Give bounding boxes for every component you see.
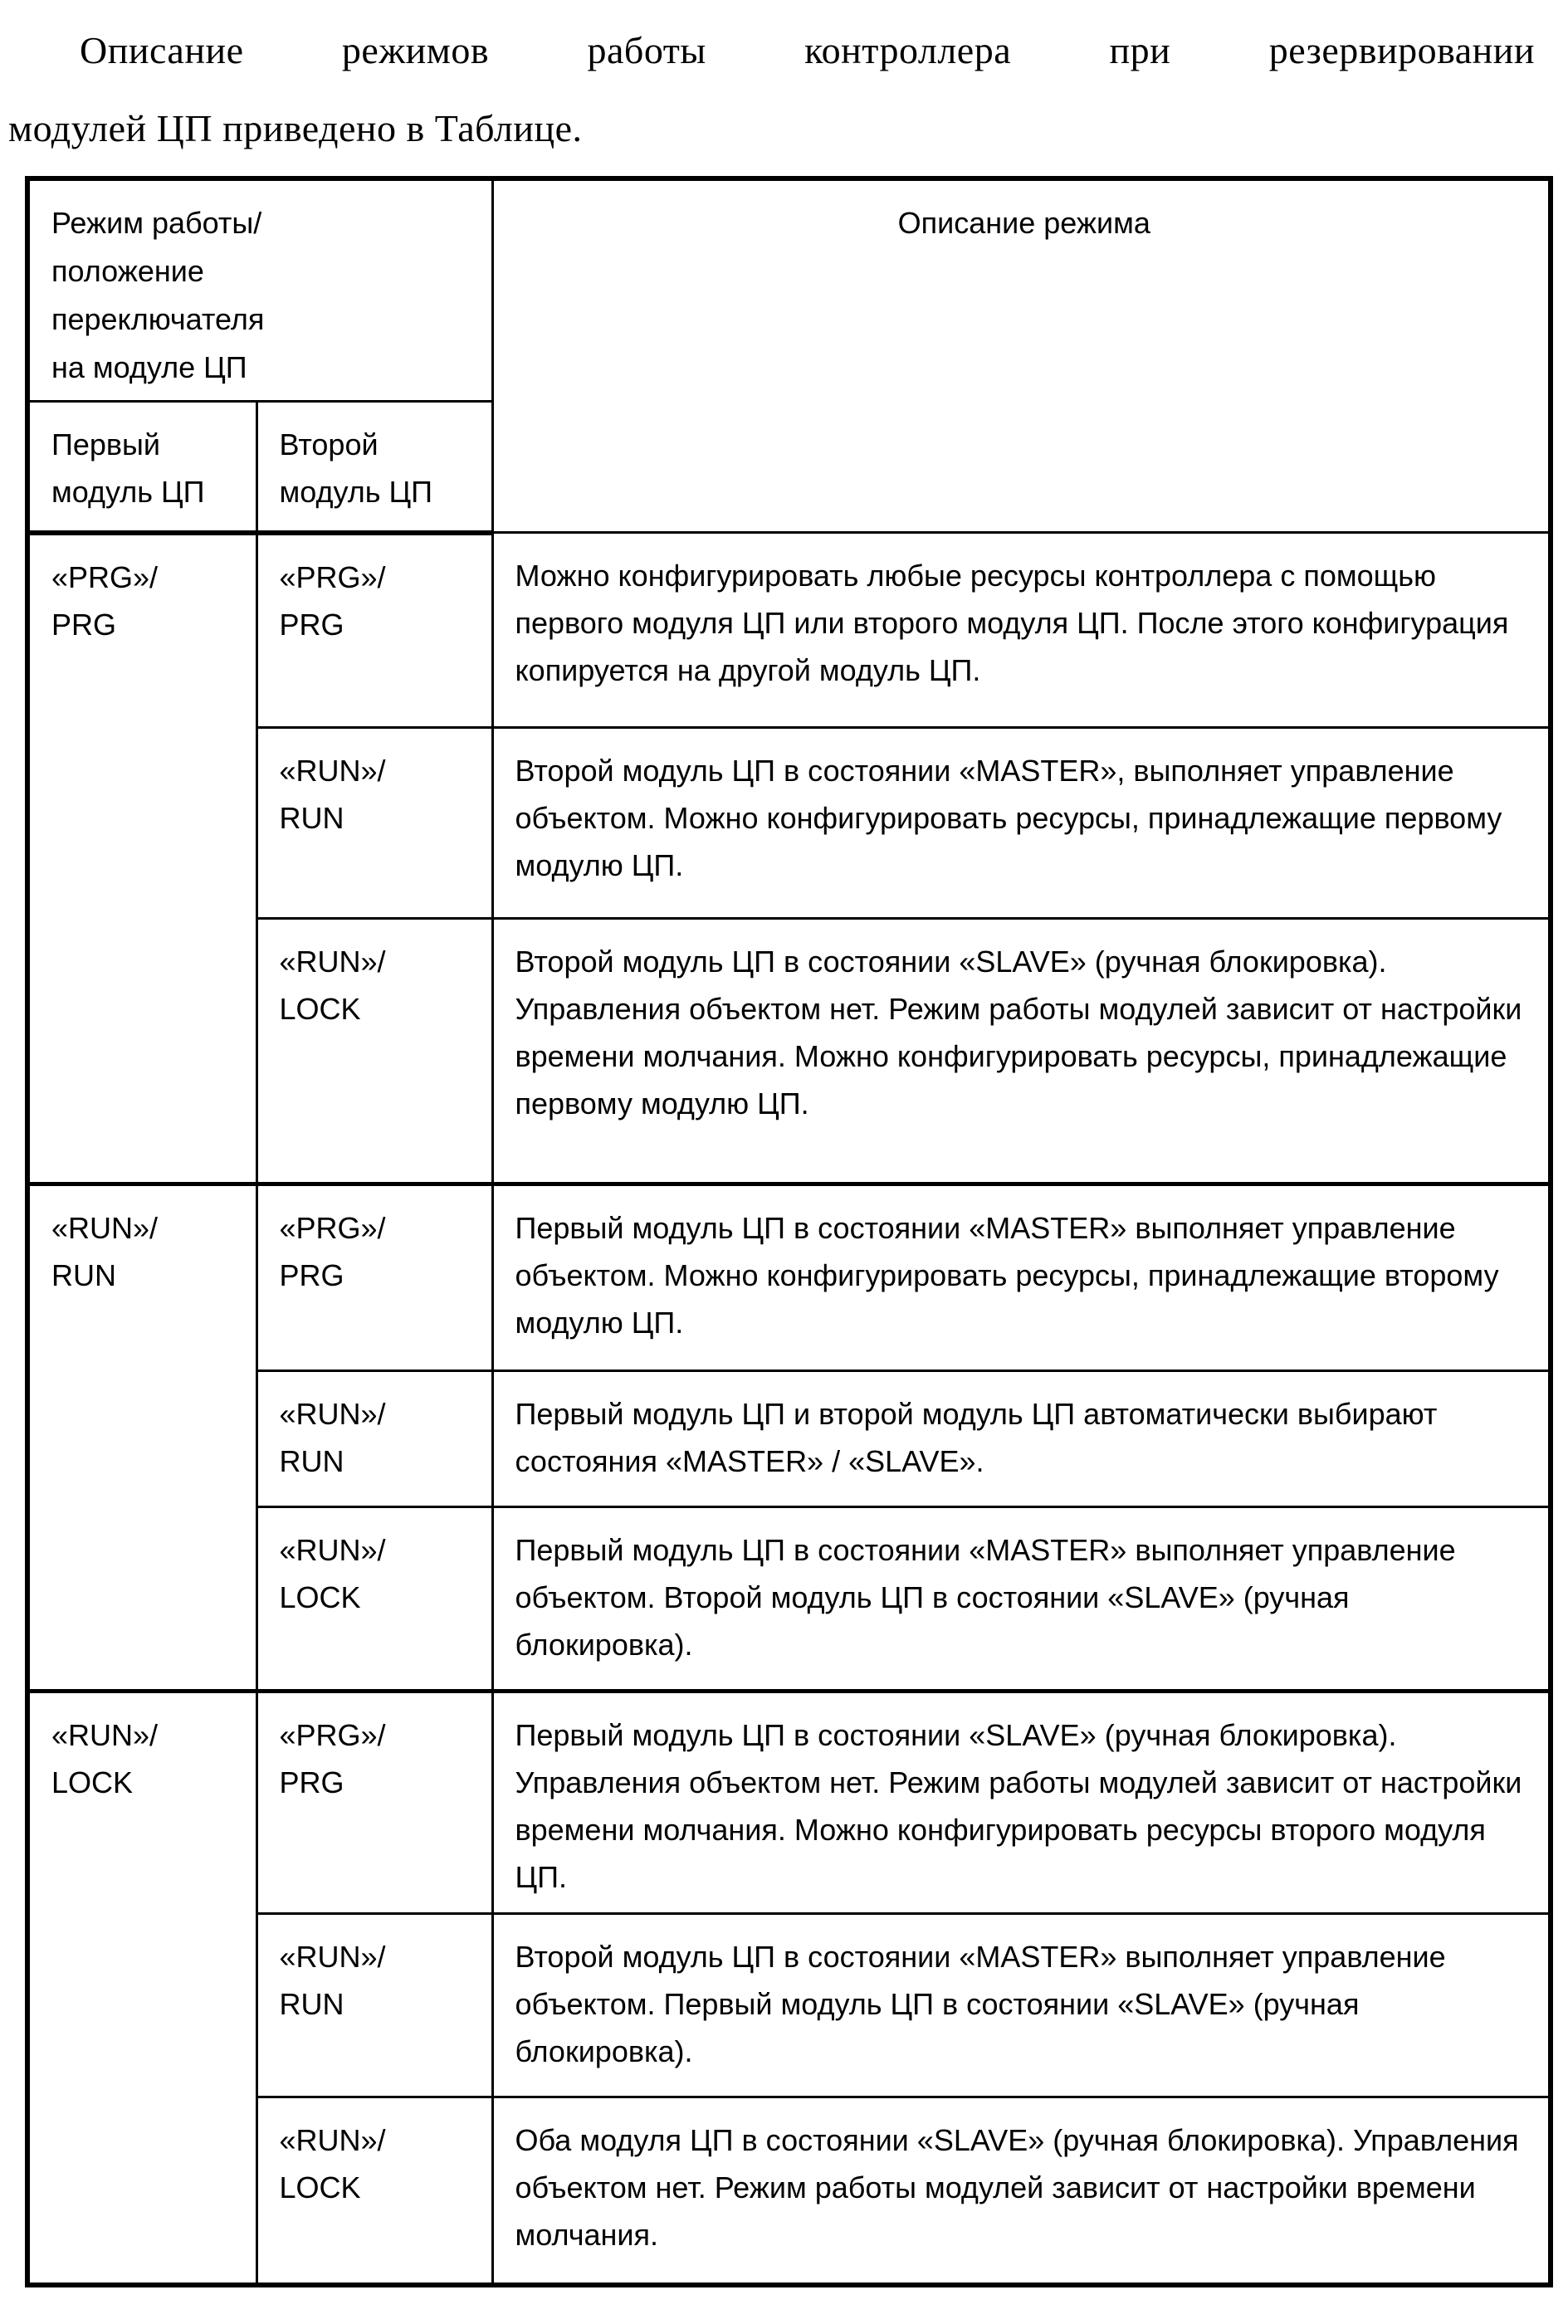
table-row: [27, 1914, 1551, 2097]
second-module-mode-cell: «PRG»/ PRG: [256, 1184, 492, 1371]
table-header-row: [27, 178, 1551, 402]
table-row: [27, 2097, 1551, 2285]
second-module-mode-cell: «RUN»/ RUN: [256, 1914, 492, 2097]
second-module-mode-cell: «RUN»/ RUN: [256, 1371, 492, 1507]
table-row: [27, 1371, 1551, 1507]
description-cell: Первый модуль ЦП в состоянии «SLAVE» (ручная блокировка). Управления объектом нет. Режим работы модулей зависит от настройки времени молчания. Можно конфигурировать ресурсы второго модуля ЦП.: [492, 1692, 1551, 1914]
description-cell: Можно конфигурировать любые ресурсы контроллера с помощью первого модуля ЦП или второго модуля ЦП. После этого конфигурация копируется на другой модуль ЦП.: [492, 533, 1551, 728]
table-row: [27, 1507, 1551, 1692]
second-module-mode-cell: «PRG»/ PRG: [256, 533, 492, 728]
first-module-mode-cell: «RUN»/ LOCK: [27, 1692, 256, 2285]
table-row: [27, 1184, 1551, 1371]
second-module-mode-cell: «RUN»/ LOCK: [256, 1507, 492, 1692]
description-cell: Оба модуля ЦП в состоянии «SLAVE» (ручная блокировка). Управления объектом нет. Режим работы модулей зависит от настройки времени молчания.: [492, 2097, 1551, 2285]
intro-line-2: модулей ЦП приведено в Таблице.: [8, 107, 583, 149]
description-cell: Первый модуль ЦП в состоянии «MASTER» выполняет управление объектом. Второй модуль ЦП в состоянии «SLAVE» (ручная блокировка).: [492, 1507, 1551, 1692]
modes-table: [25, 176, 1553, 2287]
description-cell: Второй модуль ЦП в состоянии «SLAVE» (ручная блокировка). Управления объектом нет. Режим работы модулей зависит от настройки времени молчания. Можно конфигурировать ресурсы, принадлежащие первому модулю ЦП.: [492, 919, 1551, 1184]
second-module-mode-cell: «RUN»/ LOCK: [256, 919, 492, 1184]
intro-line-1: Описание режимов работы контроллера при резервировании: [80, 29, 1535, 71]
description-cell: Первый модуль ЦП в состоянии «MASTER» выполняет управление объектом. Можно конфигурировать ресурсы, принадлежащие второму модулю ЦП.: [492, 1184, 1551, 1371]
first-module-mode-cell: «RUN»/ RUN: [27, 1184, 256, 1692]
first-module-mode-cell: «PRG»/ PRG: [27, 533, 256, 1184]
table-row: [27, 1692, 1551, 1914]
description-cell: Второй модуль ЦП в состоянии «MASTER», выполняет управление объектом. Можно конфигурировать ресурсы, принадлежащие первому модулю ЦП.: [492, 728, 1551, 919]
table-row: [27, 533, 1551, 728]
second-module-mode-cell: «RUN»/ LOCK: [256, 2097, 492, 2285]
second-module-mode-cell: «PRG»/ PRG: [256, 1692, 492, 1914]
table-row: [27, 728, 1551, 919]
intro-paragraph: [0, 0, 1568, 168]
description-cell: Первый модуль ЦП и второй модуль ЦП автоматически выбирают состояния «MASTER» / «SLAVE».: [492, 1371, 1551, 1507]
second-module-mode-cell: «RUN»/ RUN: [256, 728, 492, 919]
table-row: [27, 919, 1551, 1184]
header-second-module-cell: Второй модуль ЦП: [256, 402, 492, 533]
header-mode-switch-cell: Режим работы/ положение переключателя на модуле ЦП: [27, 178, 492, 402]
header-description-cell: Описание режима: [492, 178, 1551, 533]
description-cell: Второй модуль ЦП в состоянии «MASTER» выполняет управление объектом. Первый модуль ЦП в состоянии «SLAVE» (ручная блокировка).: [492, 1914, 1551, 2097]
header-first-module-cell: Первый модуль ЦП: [27, 402, 256, 533]
